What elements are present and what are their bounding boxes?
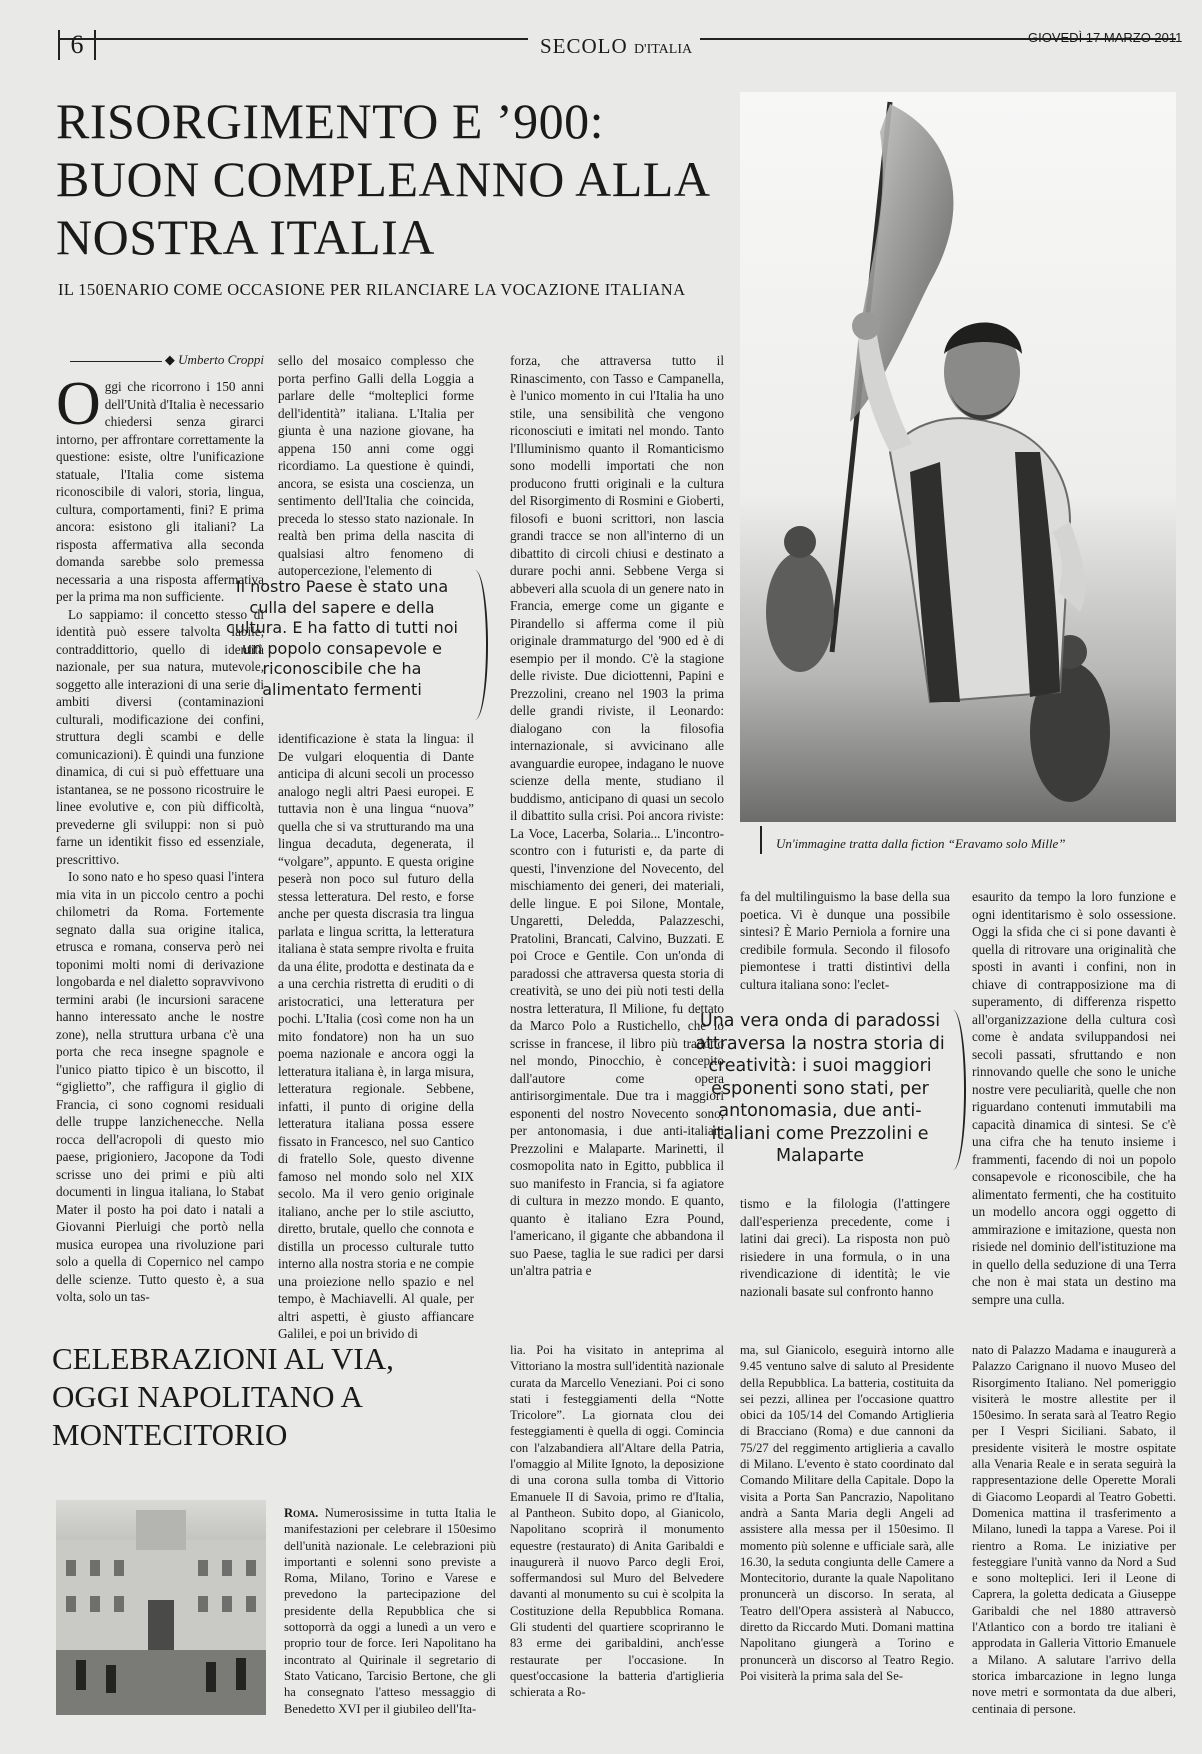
paragraph: Lo sappiamo: il concetto stesso di identità può essere talvolta labile, contraddittorio, quello di identità nazionale, per sua natura, mutevole, soggetto alle interazioni di una serie di ambiti diversi (contaminazioni culturali, modificazione dei confini, struttura degli scambi e delle comunicazioni). È quindi una funzione dinamica, di cui si può effettuare una istantanea, se ne possono ricostruire le linee evolutive e, con più difficoltà, prevederne gli sviluppi: non si può farne un identikit fisso ed essenziale, prescrittivo. xyxy=(56,606,264,867)
paragraph: tismo e la filologia (l'attingere dall'esperienza precedente, come i latini dai greci). La risposta non può risiedere in una formula, o in una rivendicazione di identità; le vie nazionali basate sul confronto hanno xyxy=(740,1196,950,1299)
article2-headline: CELEBRAZIONI AL VIA, OGGI NAPOLITANO A MONTECITORIO xyxy=(52,1341,394,1452)
paragraph: Oggi che ricorrono i 150 anni dell'Unità d'Italia è necessario chiedersi senza girarci intorno, per affrontare correttamente la questione: esiste, oltre l'unificazione statuale, l'Italia come sistema riconoscibile di valori, storia, lingua, cultura, comportamenti, fini? E prima ancora: esistono gli italiani? La risposta affermativa alla seconda domanda sarebbe solo premessa necessaria a una risposta affermativa per la prima ma non sufficiente. xyxy=(56,370,264,604)
drop-cap: O xyxy=(56,370,101,438)
masthead xyxy=(540,34,692,59)
page-number: 6 xyxy=(58,30,96,60)
paragraph: sello del mosaico complesso che porta perfino Galli della Loggia a parlare delle “molteplici forme dell'identità” italiana. L'Italia per giunta è una nazione giovane, ha appena 150 anni come oggi ricordiamo. La questione è quindi, ancora, se esista una coscienza, un sentimento dell'Italia che coincida, preceda lo stesso stato nazionale. In realtà ben prima della nascita di qualsiasi altro fenomeno di autopercezione, l'elemento di xyxy=(278,353,474,578)
quirinale-palace-illustration xyxy=(56,1500,266,1715)
photo-caption: Un'immagine tratta dalla fiction “Eravamo solo Mille” xyxy=(776,836,1066,851)
paragraph: identificazione è stata la lingua: il De vulgari eloquentia di Dante anticipa di alcuni secoli un processo analogo negli altri Paesi europei. E tuttavia non è una lingua “nuova” quella che si va strutturando ma una lingua decaduta, degenerata, il “volgare”, appunto. E questa origine peserà non poco sul futuro della stessa letteratura. Del resto, e forse anche per questa discrasia tra lingua parlata e lingua scritta, la letteratura italiana è stata sempre rivolta e fruita da una élite, prodotta e destinata da e a una cerchia ristretta di eruditi o di aristocratici, una letteratura per pochi. L'Italia (così come non ha un mito fondatore) non ha un suo poema nazionale e ancora oggi la letteratura italiana è, in larga misura, letteratura regionale. Sebbene, infatti, il punto di origine della letteratura italiana possa essere fissato in Francesco, nel suo Cantico di fratello Sole, questo divenne famoso nel mondo solo nel XIX secolo. Ma il vero genio originale italiano, anche per lo stile asciutto, diretto, brutale, quello che connota e distilla un processo culturale tutto interno alla nostra storia e ne compie una proiezione nello spazio e nel tempo, è Machiavelli. Al quale, per altri aspetti, è giusto affiancare Galilei, e poi un brivido di xyxy=(278,731,474,1341)
pull-quote-bracket-2 xyxy=(940,1010,966,1170)
author-name: Umberto Croppi xyxy=(178,352,264,367)
article2-column-1 xyxy=(284,1505,496,1737)
article-column-1 xyxy=(56,370,264,1304)
article-subtitle: IL 150ENARIO COME OCCASIONE PER RILANCIARE LA VOCAZIONE ITALIANA xyxy=(58,280,686,299)
article2-column-4 xyxy=(972,1342,1176,1738)
caption-rule xyxy=(760,826,762,854)
pull-quote-bracket-1 xyxy=(462,570,488,720)
masthead-main: SECOLO xyxy=(540,34,628,58)
flag-bearer-illustration xyxy=(740,92,1176,822)
paragraph: nato di Palazzo Madama e inaugurerà a Palazzo Carignano il nuovo Museo del Risorgimento Italiano. Nel pomeriggio visiterà le mostre allestite per il 150esimo. In serata sarà al Teatro Regio per I Vespri Siciliani. Sabato, il presidente visiterà le mostre ospitate alla Venaria Reale e in serata seguirà la rappresentazione delle Operette Morali di Giacomo Leopardi al Teatro Gobetti. Domenica mattina il trasferimento a Milano, lunedì la tappa a Varese. Poi il rientro a Roma. Le iniziative per festeggiare l'unità vanno da Nord a Sud e sono molteplici. Ieri il Leone di Caprera, la goletta dedicata a Giuseppe Garibaldi che nel 1880 attraversò l'Atlantico con a bordo tre italiani è approdata in Galleria Vittorio Emanuele a Milano. A salutare l'arrivo della storica imbarcazione in legno lunga nove metri e sormontata da due alberi, centinaia di persone. xyxy=(972,1343,1176,1716)
article2-column-3 xyxy=(740,1342,954,1738)
article-column-2-top xyxy=(278,352,474,578)
article-photo xyxy=(740,92,1176,822)
article2-column-2 xyxy=(510,1342,724,1738)
article-column-2-bottom xyxy=(278,730,474,1341)
article-column-4-bottom xyxy=(740,1195,950,1299)
paragraph: ma, sul Gianicolo, eseguirà intorno alle 9.45 ventuno salve di saluto al Presidente della Repubblica. La batteria, costituita da sei pezzi, allinea per l'occasione quattro obici da 105/14 del Comando Artiglieria di Bracciano (Roma) e due cannoni da 75/27 del reggimento artiglieria a cavallo di Milano. L'evento è stato coordinato dal Comando Militare della Capitale. Dopo la visita a Porta San Pancrazio, Napolitano andrà a Santa Maria degli Angeli ad assistere alla messa per il 150esimo. Il momento più solenne e ufficiale sarà, alle 16.30, la seduta congiunta delle Camere a Montecitorio, durante la quale Napolitano pronuncerà un discorso. In serata, al Teatro dell'Opera assisterà al Nabucco, diretto da Riccardo Muti. Domani mattina Napolitano giungerà a Torino e pronuncerà un discorso al Teatro Regio. Poi visiterà la prima sala del Se- xyxy=(740,1343,954,1683)
article2-dateline: Roma. xyxy=(284,1506,319,1520)
article-column-4-top xyxy=(740,888,950,992)
paragraph: lia. Poi ha visitato in anteprima al Vittoriano la mostra sull'identità nazionale curata da Marcello Veneziani. Poi ci sono stati i festeggiamenti della “Notte Tricolore”. La giornata clou dei festeggiamenti è quella di oggi. Comincia con l'alzabandiera all'Altare della Patria, l'omaggio al Milite Ignoto, la deposizione di una corona sulla tomba di Vittorio Emanuele II di Savoia, primo re d'Italia, al Pantheon. Subito dopo, al Gianicolo, Napolitano scoprirà il monumento equestre (restaurato) di Anita Garibaldi e inaugurerà il nuovo Parco degli Eroi, soffermandosi sul Muro del Belvedere davanti al monumento su cui è scolpita la Costituzione della Repubblica Romana. Gli studenti del quartiere scopriranno le 83 erme dei garibaldini, anch'esse restaurate per l'occasione. In quest'occasione la batteria d'artiglieria schierata a Ro- xyxy=(510,1343,724,1700)
paragraph: fa del multilinguismo la base della sua poetica. Vi è dunque una possibile sintesi? È Mario Perniola a fornire una credibile formula. Secondo il filosofo piemontese i tratti distintivi della cultura italiana sono: l'eclet- xyxy=(740,889,950,992)
masthead-sub: D'ITALIA xyxy=(633,42,693,57)
paragraph: Roma. Numerosissime in tutta Italia le manifestazioni per celebrare il 150esimo dell'unità nazionale. Le celebrazioni più importanti e solenni sono previste a Roma, Milano, Torino e Varese e prevedono la partecipazione del presidente della Repubblica che si sottoporrà da oggi a lunedì a un vero e proprio tour de force. Ieri Napolitano ha incontrato al Quirinale il segretario di Stato Vaticano, Tarcisio Bertone, che gli ha consegnato l'atteso messaggio di Benedetto XVI per il giubileo dell'Ita- xyxy=(284,1506,496,1716)
paragraph: Io sono nato e ho speso quasi l'intera mia vita in un piccolo centro a pochi chilometri da Roma. Fortemente segnato dalla sua origine italica, etrusca e romana, conserva però nei toponimi molti nomi di derivazione longobarda e nel dialetto sopravvivono termini arabi (le incursioni saracene hanno interessato anche le nostre zone), nella struttura urbana c'è una porta che reca insegne spagnole e l'unico piatto tipico è un biscotto, il “giglietto”, che raffigura il giglio di Francia, ci sono cognomi residuali delle truppe lanzichenecche. Nella rocca dell'acropoli di questo mio paese, prigioniero, Jacopone da Todi scrisse uno dei primi e più alti documenti in lingua italiana, lo Stabat Mater il posto ha poi dato i natali a Giovanni Pierluigi che portò nella musica europea una rivoluzione pari solo a quella di Copernico nel campo delle scienze. Tutto questo è, a sua volta, solo un tas- xyxy=(56,869,264,1304)
issue-date: GIOVEDÌ 17 MARZO 2011 xyxy=(1028,30,1183,45)
paragraph: esaurito da tempo la loro funzione e ogni identitarismo è solo ossessione. Oggi la sfida che ci si pone davanti è quella di ritrovare una originalità che sposti in avanti i confini, non in chiave di contrapposizione ma di superamento, di differenza rispetto all'organizzazione della cultura così come è andata sviluppandosi nei secoli passati, sfruttando e non rinnovando quelle che sono le uniche nostre vere peculiarità, quelle che non riguardano contenuti immutabili ma capacità dinamica di sintesi. Se c'è una cifra che ha tenuto insieme i frammenti, facendo di noi un popolo consapevole e riconoscibile, che ha alimentato fermenti, che ha costituito un modello ancora oggi oggetto di ammirazione e imitazione, questa non risiede nel dominio dell'istituzione ma in quello della seduzione di una Terra che non è mai stata un destino ma sempre una culla. xyxy=(972,889,1176,1307)
article-headline: RISORGIMENTO E ’900: BUON COMPLEANNO ALLA NOSTRA ITALIA xyxy=(56,93,708,265)
pull-quote-1: Il nostro Paese è stato una culla del sapere e della cultura. E ha fatto di tutti noi un popolo consapevole e riconoscibile che ha alimentato fermenti xyxy=(226,577,458,699)
article2-photo xyxy=(56,1500,266,1715)
header-rule-left xyxy=(58,38,528,40)
article-column-5 xyxy=(972,888,1176,1307)
byline: ◆ Umberto Croppi xyxy=(70,352,264,368)
pull-quote-2: Una vera onda di paradossi attraversa la nostra storia di creatività: i suoi maggiori esponenti sono stati, per antonomasia, due anti-italiani come Prezzolini e Malaparte xyxy=(695,1011,945,1166)
paragraph: forza, che attraversa tutto il Rinascimento, con Tasso e Campanella, è l'unico momento in cui l'Italia ha uno stile, una sensibilità che vengono riconosciuti e imitati nel mondo. Tanto l'Illuminismo quanto il Romanticismo sono modelli importati che non producono frutti originali e la cultura del Risorgimento di Rosmini e Gioberti, filosofi e buoni scrittori, non lascia grandi tracce se non all'interno di un dibattito di circoli chiusi e destinato a durare pochi anni. Sebbene Verga si abbeveri alla scuola di un genere nato in Francia, emerge come un gigante e Pirandello si afferma come il più originale drammaturgo del '900 ed è di esempio per il mondo. C'è la stagione delle riviste. Due diciottenni, Papini e Prezzolini, creano nel 1903 la prima delle grandi riviste, il Leonardo: dialogano con la filosofia internazionale, si avvicinano alle avanguardie europee, indagano le nuove scienze della mente, studiano il buddismo, anticipano di quasi un secolo il dibattito sulla crisi. Poi ancora riviste: La Voce, Lacerba, Solaria... L'incontro-scontro con i futuristi e, da parte di questi, l'invenzione del Novecento, del mischiamento dei generi, dei materiali, delle lingue. E poi Silone, Montale, Ungaretti, Deledda, Palazzeschi, Pratolini, Brancati, Calvino, Buzzati. E poi Croce e Gentile. Con un'onda di paradossi che attraversa questa storia di creatività, se uno dei più noti testi della nostra letteratura, Il Milione, fu dettato da Marco Polo a Rustichello, che lo scrisse in francese, il libro più tradotto nel mondo, Pinocchio, è concepito dall'autore come opera antirisorgimentale. Due tra i maggiori esponenti del nostro Novecento sono, per antonomasia, i due anti-italiani Prezzolini e Malaparte. Marinetti, il cosmopolita nato in Egitto, pubblica il suo manifesto in Francia, si fa agiatore di cultura in mezzo mondo. E quanto, quanto è italiano Ezra Pound, l'americano, il gigante che abbandona il suo Paese, taglia le sue radici per darsi un'altra patria e xyxy=(510,353,724,1278)
